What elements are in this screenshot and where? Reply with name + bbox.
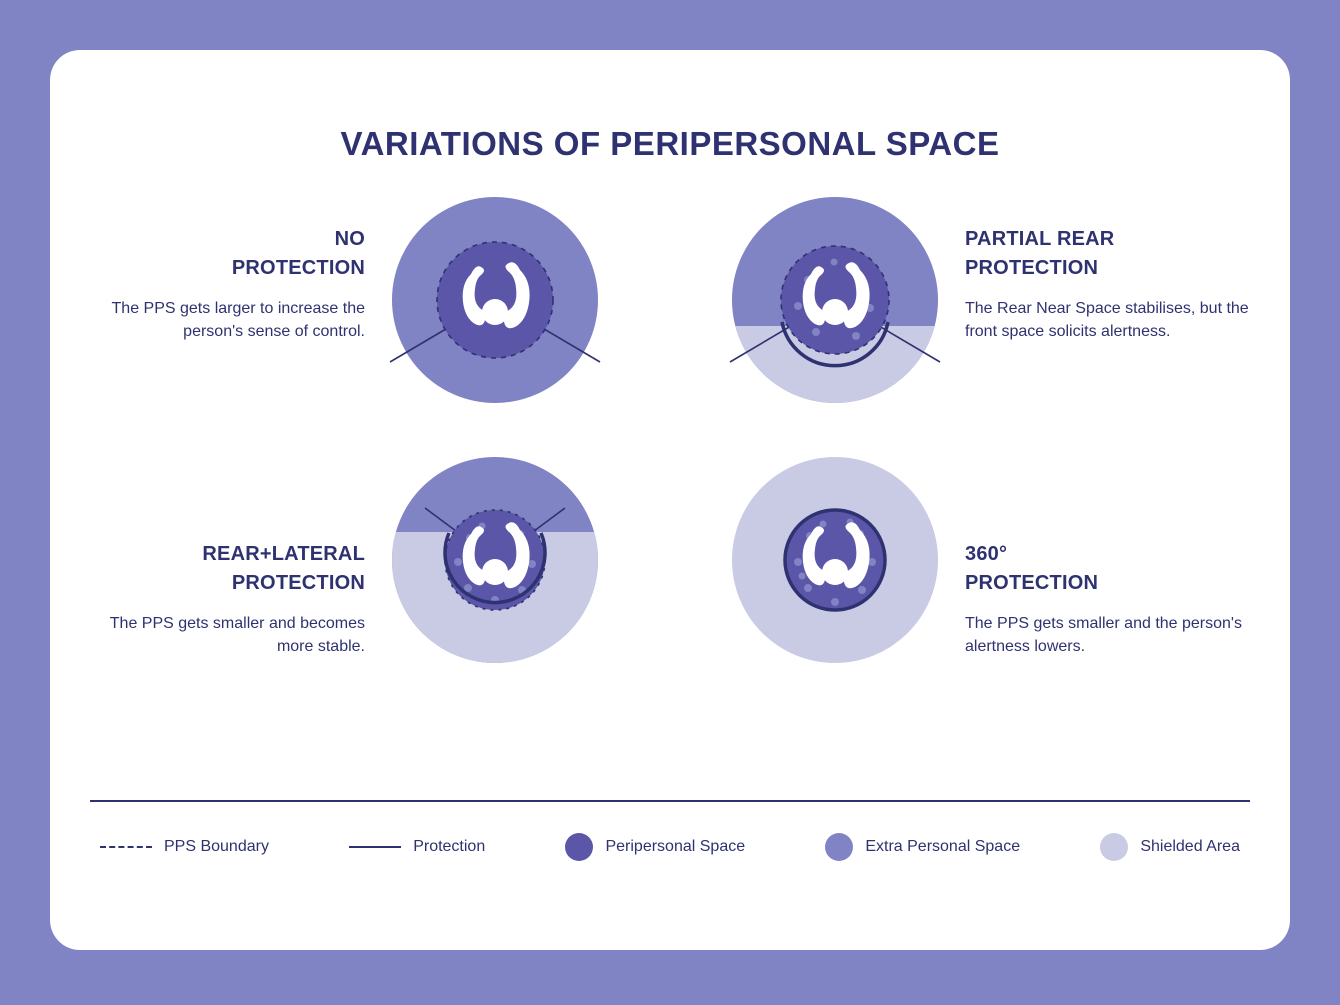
legend-label: Shielded Area	[1140, 838, 1240, 855]
circle-swatch-icon	[565, 833, 593, 861]
panel-label: PARTIAL REAR PROTECTION	[965, 228, 1115, 279]
legend-label: Extra Personal Space	[865, 838, 1021, 855]
dashed-line-icon	[100, 846, 152, 848]
panel-label: 360° PROTECTION	[965, 543, 1099, 594]
legend-label: Protection	[413, 838, 486, 855]
legend	[90, 825, 1250, 869]
circle-swatch-icon	[1100, 833, 1128, 861]
diagram-figure-360	[710, 450, 960, 700]
panel-text-block	[965, 225, 1255, 343]
panel-description: The Rear Near Space stabilises, but the front space solicits alertness.	[965, 300, 1249, 341]
page-title: VARIATIONS OF PERIPERSONAL SPACE	[340, 125, 1000, 162]
circle-swatch-icon	[825, 833, 853, 861]
panel-no-protection	[75, 225, 635, 455]
legend-item-extra-personal-space	[825, 833, 1020, 861]
legend-item-pps-boundary	[100, 838, 269, 856]
panel-rear-lateral-protection	[75, 485, 635, 715]
panel-label: NO PROTECTION	[231, 228, 365, 279]
figure-svg	[710, 190, 960, 440]
panel-description: The PPS gets smaller and the person's alertness lowers.	[965, 615, 1242, 656]
panel-text-block	[75, 540, 365, 658]
diagram-figure-rear-lateral	[370, 450, 620, 700]
legend-item-peripersonal-space	[565, 833, 745, 861]
legend-item-shielded-area	[1100, 833, 1240, 861]
panel-text-block	[75, 225, 365, 343]
panel-text-block	[965, 540, 1255, 658]
legend-label: PPS Boundary	[164, 838, 269, 855]
diagram-figure-partial-rear	[710, 190, 960, 440]
infographic-card	[50, 50, 1290, 950]
panel-label: REAR+LATERAL PROTECTION	[202, 543, 365, 594]
diagram-figure-no-protection	[370, 190, 620, 440]
legend-label: Peripersonal Space	[605, 838, 746, 855]
solid-line-icon	[349, 846, 401, 848]
legend-divider	[90, 800, 1250, 802]
panel-description: The PPS gets smaller and becomes more stable.	[109, 615, 365, 656]
panel-description: The PPS gets larger to increase the person's sense of control.	[111, 300, 365, 341]
figure-svg	[370, 450, 620, 700]
figure-svg	[710, 450, 960, 700]
panel-partial-rear-protection	[695, 225, 1255, 455]
figure-svg	[370, 190, 620, 440]
legend-item-protection	[349, 838, 485, 856]
panel-360-protection	[695, 485, 1255, 715]
